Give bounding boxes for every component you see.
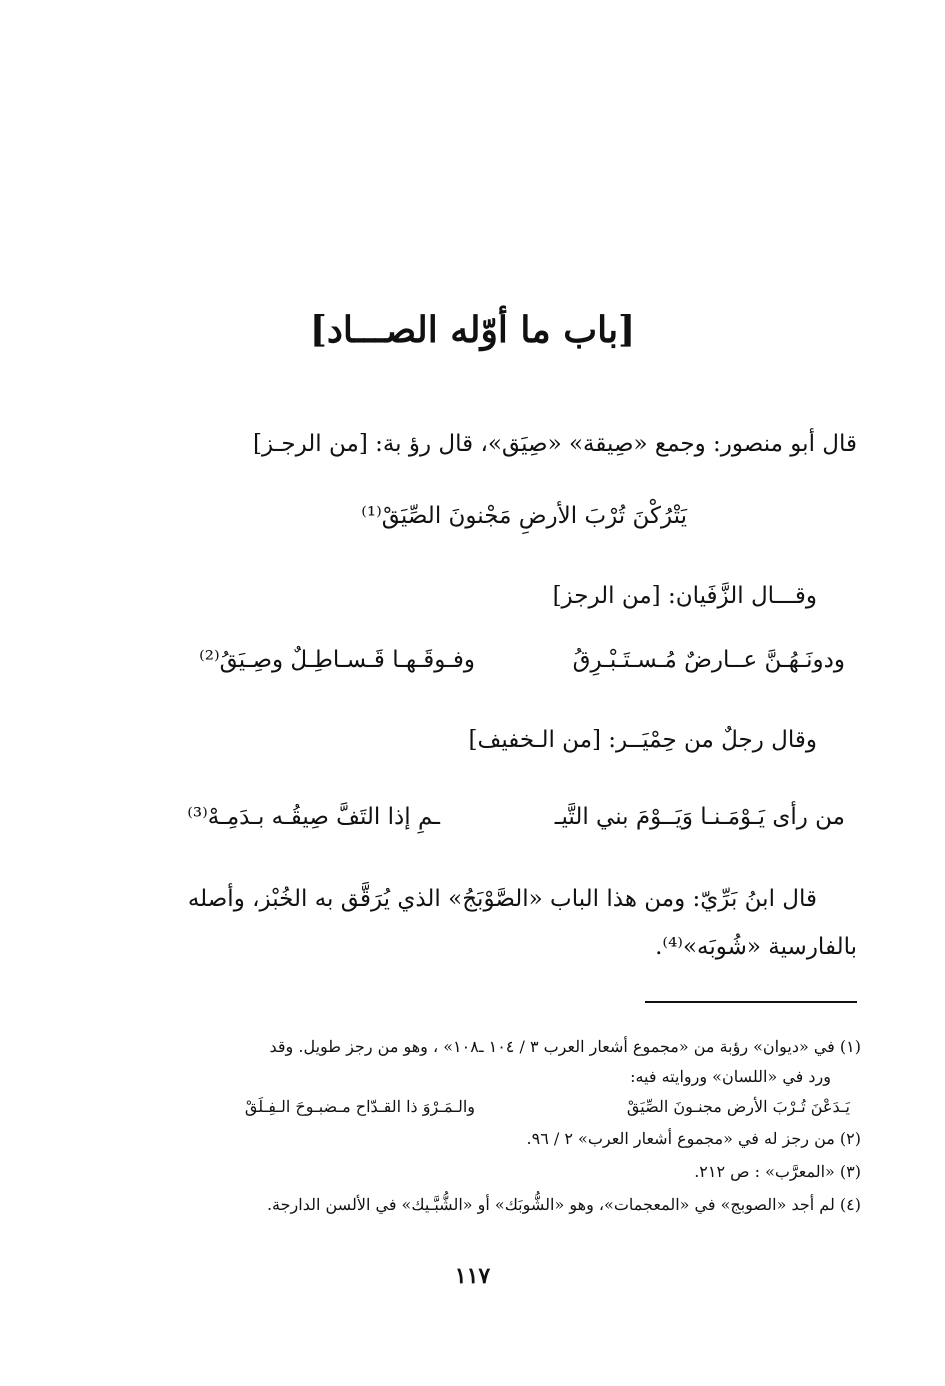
footnote-1-verse-first-hemistich: يَـدَعْنَ تُـرْبَ الأرض مجنـونَ الصِّيَقْ	[626, 1097, 850, 1116]
chapter-title: [باب ما أوّله الصـــاد]	[309, 309, 636, 351]
verse-himyar-first-hemistich: من رأى يَـوْمَـنـا وَيَــوْمَ بني التَّيـ	[554, 804, 845, 830]
footnote-3: (٣) «المعرَّب» : ص ٢١٢.	[694, 1162, 861, 1181]
page-number: ١١٧	[454, 1263, 491, 1289]
verse-zafayan-first-hemistich: ودونَـهُـنَّ عــارضٌ مُـسـتَـبْـرِقُ	[572, 647, 845, 673]
verse-himyar-second-hemistich: ـمِ إذا التَفَّ صِيقُـه بـدَمِـهْ⁽³⁾	[187, 804, 440, 830]
paragraph-ibn-barri-line2: بالفارسية «شُوبَه»⁽⁴⁾.	[655, 934, 857, 960]
verse-zafayan-second-hemistich: وفـوقَـهـا قَـسـاطِـلٌ وصِـيَقُ⁽²⁾	[199, 647, 475, 673]
paragraph-ibn-barri-line1: قال ابنُ بَرِّيّ: ومن هذا الباب «الصَّوْبَجُ» الذي يُرَقَّق به الخُبْز، وأصله	[187, 886, 817, 912]
footnote-1-line1: (١) في «ديوان» رؤبة من «مجموع أشعار العرب ٣ / ١٠٤ ـ١٠٨» ، وهو من رجز طويل. وقد	[269, 1037, 861, 1056]
paragraph-abu-mansur: قال أبو منصور: وجمع «صِيقة» «صِيَق»، قال رؤ بة: [من الرجـز]	[252, 431, 857, 457]
intro-zafayan: وقـــال الزَّفَيان: [من الرجز]	[552, 583, 817, 609]
verse-ruba: يَتْرُكْنَ تُرْبَ الأرضِ مَجْنونَ الصِّيَقْ⁽¹⁾	[361, 503, 687, 529]
footnote-separator	[645, 1001, 857, 1003]
footnote-1-line2: ورد في «اللسان» وروايته فيه:	[630, 1067, 831, 1086]
footnote-4: (٤) لم أجد «الصوبج» في «المعجمات»، وهو «الشُّوبَك» أو «الشُّبَّـيك» في الألسن الدارجة.	[266, 1195, 861, 1214]
intro-himyar: وقال رجلٌ من حِمْيَــر: [من الـخفيف]	[468, 727, 817, 753]
footnote-1-verse-second-hemistich: والـمَـرْوَ ذا القـدّاح مـضبـوحَ الـفِـلَقْ	[244, 1097, 475, 1116]
footnote-2: (٢) من رجز له في «مجموع أشعار العرب» ٢ / ٩٦.	[526, 1129, 861, 1148]
